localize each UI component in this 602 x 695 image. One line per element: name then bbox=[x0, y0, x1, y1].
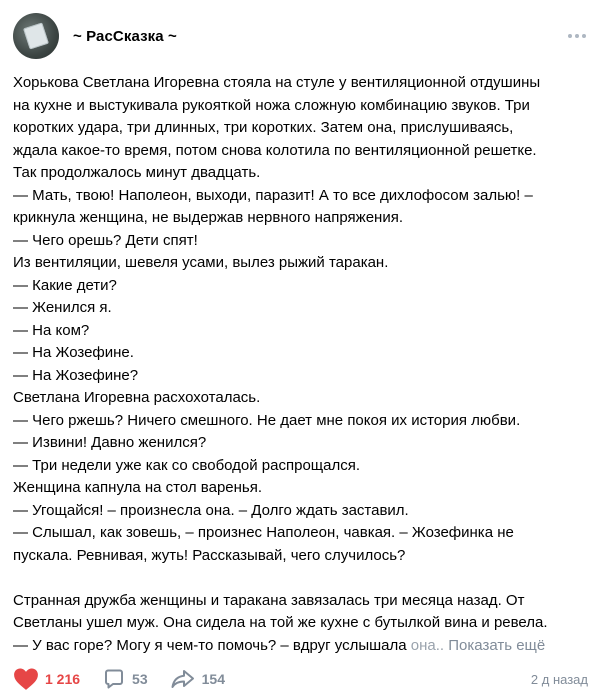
comment-button[interactable] bbox=[102, 667, 148, 691]
post-text-last-line bbox=[13, 635, 591, 658]
post-text-line: — Какие дети? bbox=[13, 276, 117, 294]
post-text-line: — На ком? bbox=[13, 321, 90, 339]
post-text-line: — Извини! Давно женился? bbox=[13, 434, 207, 451]
post-text-line: коротких удара, три длинных, три коротких. Затем она, прислушиваясь, bbox=[13, 119, 514, 136]
share-icon bbox=[170, 667, 196, 691]
post-text-line: на кухне и выстукивала рукояткой ножа сложную комбинацию звуков. Три bbox=[13, 96, 530, 114]
post-text-line: — Чего орешь? Дети спят! bbox=[13, 231, 198, 249]
post-text-faded: она.. bbox=[410, 636, 445, 654]
post-footer bbox=[13, 664, 588, 694]
post-text bbox=[13, 72, 591, 657]
more-options-icon[interactable] bbox=[566, 28, 588, 44]
post-text-line: — Угощайся! – произнесла она. – Долго ждать заставил. bbox=[13, 501, 409, 519]
post-header bbox=[13, 13, 588, 59]
post-text-line: Странная дружба женщины и таракана завязалась три месяца назад. От bbox=[13, 591, 525, 609]
comment-count: 53 bbox=[132, 671, 148, 687]
post-text-line: пускала. Ревнивая, жуть! Рассказывай, чего случилось? bbox=[13, 546, 406, 564]
post-text-line: — На Жозефине. bbox=[13, 344, 134, 361]
like-button[interactable] bbox=[13, 667, 80, 691]
post-timestamp[interactable]: 2 д назад bbox=[530, 671, 588, 687]
post-text-line: Хорькова Светлана Игоревна стояла на стуле у вентиляционной отдушины bbox=[13, 74, 541, 91]
post-text-line: — Чего ржешь? Ничего смешного. Не дает мне покоя их история любви. bbox=[13, 411, 521, 429]
post-text-line: — Слышал, как зовешь, – произнес Наполеон, чавкая. – Жозефинка не bbox=[13, 524, 514, 541]
post-text-line: — Три недели уже как со свободой распрощался. bbox=[13, 456, 361, 474]
show-more-link[interactable]: Показать ещё bbox=[448, 636, 546, 654]
author-name[interactable]: ~ РасСказка ~ bbox=[73, 27, 177, 45]
post-text-line: — У вас горе? Могу я чем-то помочь? – вдруг услышала bbox=[13, 636, 411, 654]
post-text-line: — Мать, твою! Наполеон, выходи, паразит! А то все дихлофосом залью! – bbox=[13, 186, 533, 204]
post-text-line: Светлана Игоревна расхохоталась. bbox=[13, 389, 261, 406]
author-avatar[interactable] bbox=[13, 13, 59, 59]
heart-icon bbox=[13, 667, 39, 691]
post-text-line: Светланы ушел муж. Она сидела на той же кухне с бутылкой вина и ревела. bbox=[13, 614, 548, 631]
post-text-line: — На Жозефине? bbox=[13, 366, 139, 384]
post-text-line: Из вентиляции, шевеля усами, вылез рыжий таракан. bbox=[13, 254, 389, 271]
like-count: 1 216 bbox=[45, 671, 81, 687]
post-text-line: — Женился я. bbox=[13, 299, 112, 316]
comment-icon bbox=[102, 667, 126, 691]
share-count: 154 bbox=[201, 671, 225, 687]
post-text-line: Женщина капнула на стол варенья. bbox=[13, 479, 263, 496]
paragraph-break bbox=[13, 567, 591, 590]
post-text-line: ждала какое-то время, потом снова колотила по вентиляционной решетке. bbox=[13, 141, 537, 159]
share-button[interactable] bbox=[170, 667, 225, 691]
post-text-line: крикнула женщина, не выдержав нервного напряжения. bbox=[13, 209, 403, 226]
post-text-line: Так продолжалось минут двадцать. bbox=[13, 164, 261, 181]
